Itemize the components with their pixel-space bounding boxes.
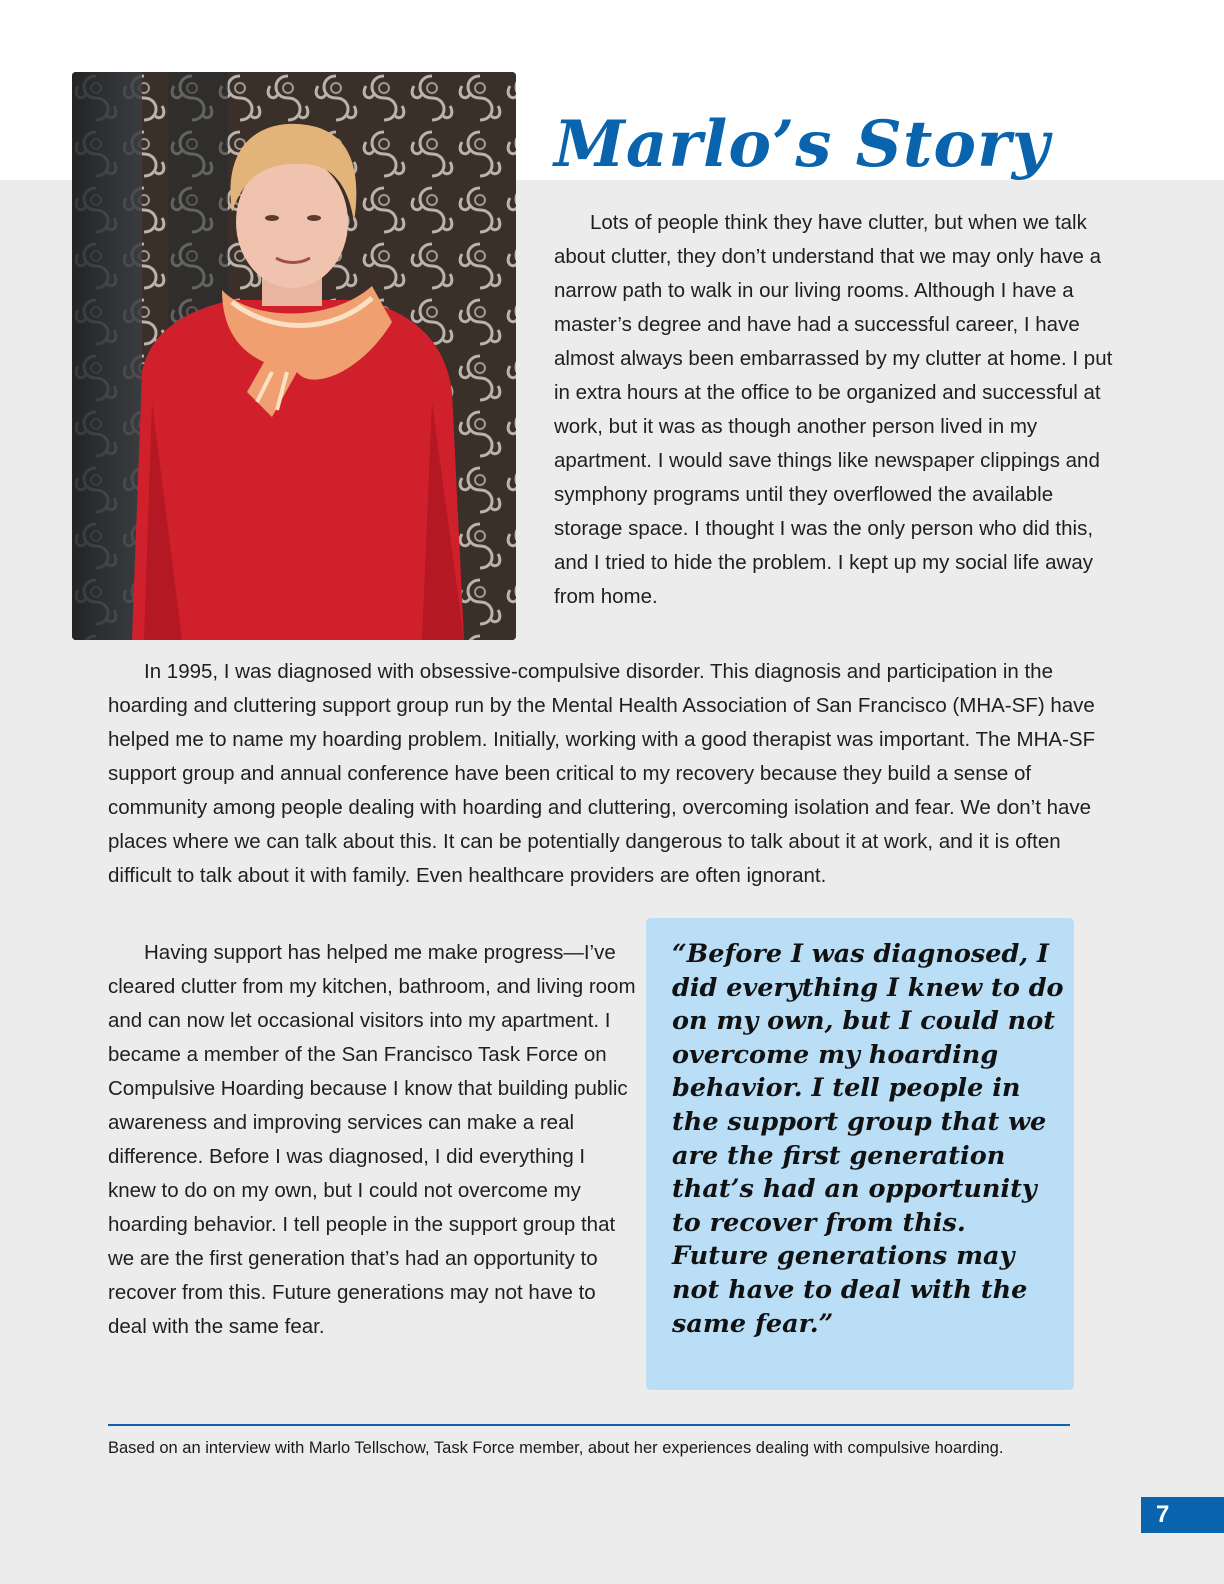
page-title: Marlo’s Story	[554, 107, 1050, 182]
portrait-photo	[72, 72, 516, 640]
pull-quote-box	[646, 918, 1074, 1390]
portrait-illustration	[72, 72, 516, 640]
footnote: Based on an interview with Marlo Tellschow, Task Force member, about her experiences dealing with compulsive hoarding.	[108, 1439, 1004, 1457]
story-paragraph-2: In 1995, I was diagnosed with obsessive-compulsive disorder. This diagnosis and participation in the hoarding and cluttering support group run by the Mental Health Association of San Francisco (MHA-SF) have helped me to name my hoarding problem. Initially, working with a good therapist was important. The MHA-SF support group and annual conference have been critical to my recovery because they build a sense of community among people dealing with hoarding and cluttering, overcoming isolation and fear. We don’t have places where we can talk about this. It can be potentially dangerous to talk about it at work, and it is often difficult to talk about it with family. Even healthcare providers are often ignorant.	[108, 660, 1096, 887]
pull-quote-text: “Before I was diagnosed, I did everything I knew to do on my own, but I could not overcome my hoarding behavior. I tell people in the support group that we are the first generation that’s had an opportunity to recover from this. Future generations may not have to deal with the same fear.”	[672, 939, 1064, 1339]
page-number: 7	[1141, 1497, 1224, 1533]
footnote-divider	[108, 1424, 1070, 1426]
story-paragraph-1: Lots of people think they have clutter, but when we talk about clutter, they don’t understand that we may only have a narrow path to walk in our living rooms. Although I have a master’s degree and have had a successful career, I have almost always been embarrassed by my clutter at home. I put in extra hours at the office to be organized and successful at work, but it was as though another person lived in my apartment. I would save things like newspaper clippings and symphony programs until they overflowed the available storage space. I thought I was the only person who did this, and I tried to hide the problem. I kept up my social life away from home.	[554, 211, 1113, 608]
story-paragraph-3: Having support has helped me make progress—I’ve cleared clutter from my kitchen, bathroom, and living room and can now let occasional visitors into my apartment. I became a member of the San Francisco Task Force on Compulsive Hoarding because I know that building public awareness and improving services can make a real difference. Before I was diagnosed, I did everything I knew to do on my own, but I could not overcome my hoarding behavior. I tell people in the support group that we are the first generation that’s had an opportunity to recover from this. Future generations may not have to deal with the same fear.	[108, 941, 636, 1338]
